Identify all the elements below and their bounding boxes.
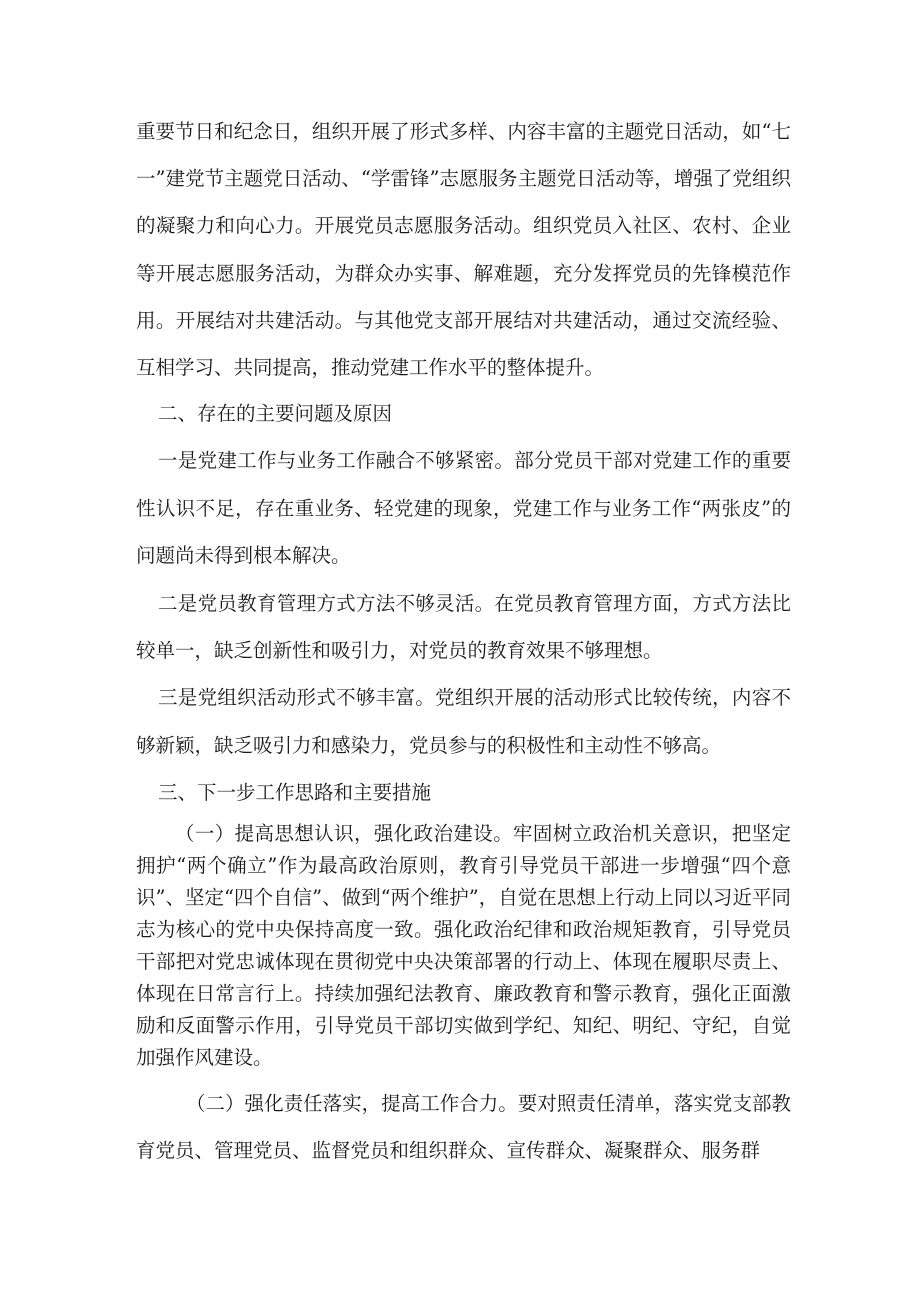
section-heading-problems: 二、存在的主要问题及原因 (158, 402, 393, 426)
document-page (136, 108, 791, 1166)
paragraph-problem-2: 二是党员教育管理方式方法不够灵活。在党员教育管理方面，方式方法比较单一，缺乏创新性和吸引力，对党员的教育效果不够理想。 (136, 592, 791, 663)
paragraph-problem-3: 三是党组织活动形式不够丰富。党组织开展的活动形式比较传统，内容不够新颖，缺乏吸引力和感染力，党员参与的积极性和主动性不够高。 (136, 686, 791, 757)
section-heading-next-steps: 三、下一步工作思路和主要措施 (158, 780, 432, 804)
paragraph-activities: 重要节日和纪念日，组织开展了形式多样、内容丰富的主题党日活动，如“七一”建党节主题党日活动、“学雷锋”志愿服务主题党日活动等，增强了党组织的凝聚力和向心力。开展党员志愿服务活动。组织党员入社区、农村、企业等开展志愿服务活动，为群众办实事、解难题，充分发挥党员的先锋模范作用。开展结对共建活动。与其他党支部开展结对共建活动，通过交流经验、互相学习、共同提高，推动党建工作水平的整体提升。 (136, 120, 791, 380)
paragraph-measure-2: （二）强化责任落实，提高工作合力。要对照责任清单，落实党支部教育党员、管理党员、监督党员和组织群众、宣传群众、凝聚群众、服务群 (136, 1092, 791, 1163)
paragraph-problem-1: 一是党建工作与业务工作融合不够紧密。部分党员干部对党建工作的重要性认识不足，存在重业务、轻党建的现象，党建工作与业务工作“两张皮”的问题尚未得到根本解决。 (136, 449, 791, 567)
paragraph-measure-1: （一）提高思想认识，强化政治建设。牢固树立政治机关意识，把坚定拥护“两个确立”作为最高政治原则，教育引导党员干部进一步增强“四个意识”、坚定“四个自信”、做到“两个维护”，自觉在思想上行动上同以习近平同志为核心的党中央保持高度一致。强化政治纪律和政治规矩教育，引导党员干部把对党忠诚体现在贯彻党中央决策部署的行动上、体现在履职尽责上、体现在日常言行上。持续加强纪法教育、廉政教育和警示教育，强化正面激励和反面警示作用，引导党员干部切实做到学纪、知纪、明纪、守纪，自觉加强作风建设。 (136, 822, 791, 1070)
